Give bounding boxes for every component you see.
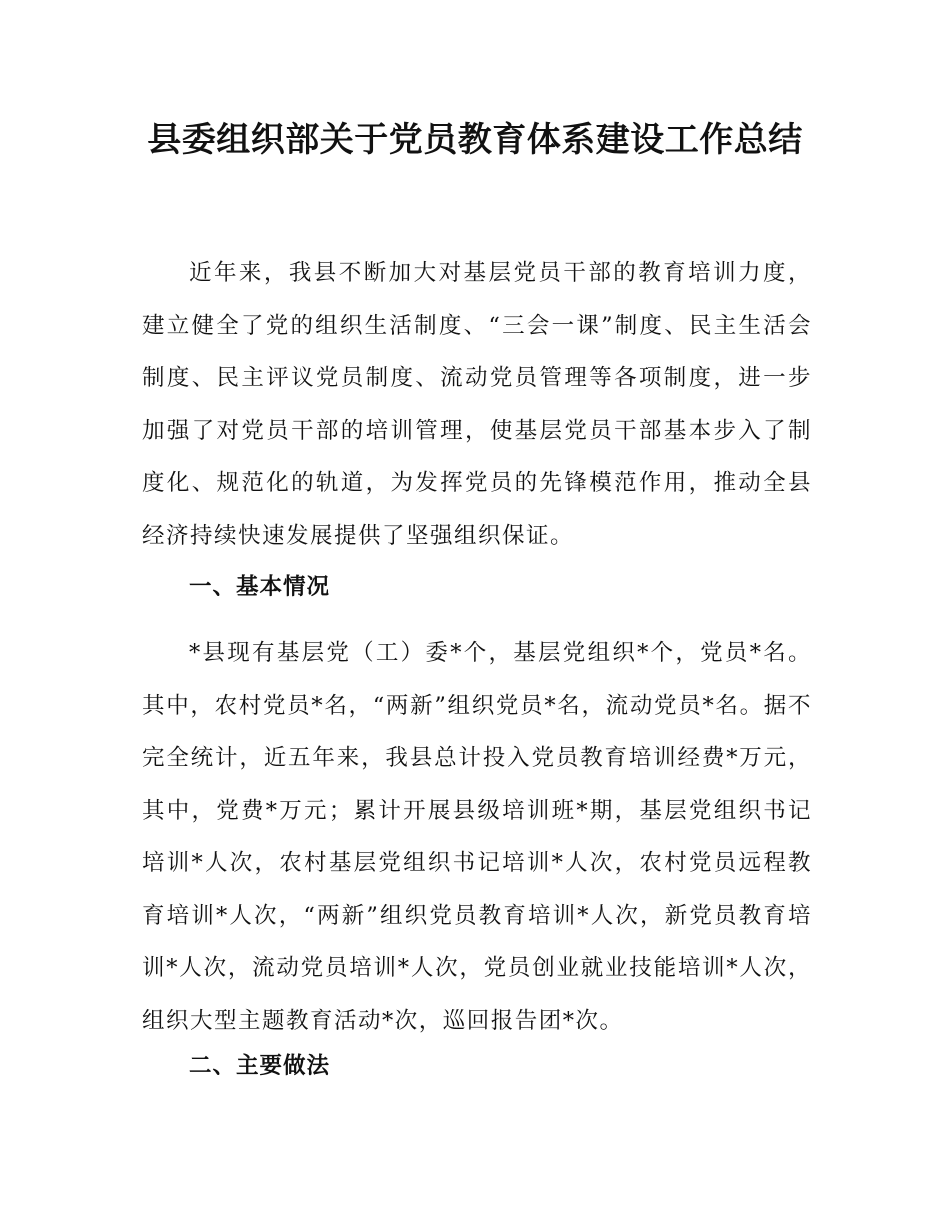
- intro-paragraph-block: [142, 247, 812, 562]
- section-heading-block-2: [142, 1040, 812, 1093]
- intro-paragraph: 近年来，我县不断加大对基层党员干部的教育培训力度，建立健全了党的组织生活制度、“三会一课”制度、民主生活会制度、民主评议党员制度、流动党员管理等各项制度，进一步加强了对党员干部的培训管理，使基层党员干部基本步入了制度化、规范化的轨道，为发挥党员的先锋模范作用，推动全县经济持续快速发展提供了坚强组织保证。: [142, 260, 812, 549]
- basic-situation-paragraph: *县现有基层党（工）委*个，基层党组织*个，党员*名。其中，农村党员*名，“两新”组织党员*名，流动党员*名。据不完全统计，近五年来，我县总计投入党员教育培训经费*万元，其中，党费*万元；累计开展县级培训班*期，基层党组织书记培训*人次，农村基层党组织书记培训*人次，农村党员远程教育培训*人次，“两新”组织党员教育培训*人次，新党员教育培训*人次，流动党员培训*人次，党员创业就业技能培训*人次，组织大型主题教育活动*次，巡回报告团*次。: [142, 640, 812, 1034]
- section-heading-basic-situation: 一、基本情况: [189, 574, 331, 600]
- section-heading-block-1: [142, 561, 812, 614]
- document-title: 县委组织部关于党员教育体系建设工作总结: [147, 120, 803, 160]
- basic-situation-paragraph-block: [142, 627, 812, 1047]
- section-heading-main-practices: 二、主要做法: [189, 1053, 331, 1079]
